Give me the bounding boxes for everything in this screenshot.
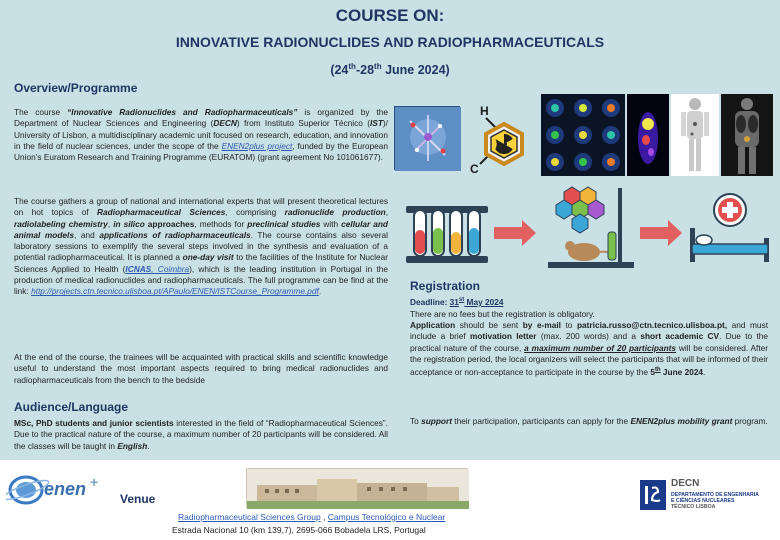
text-run: , funded by the European Union’s Euratom Research and Training Programme (EURATOM) (grant agreement No 101061677). [14,140,388,163]
text-run: a maximum number of 20 participants [524,342,677,353]
text-run: , comprising [225,207,285,218]
text-run: MSc, PhD students and junior scientists [14,418,174,428]
inline-link[interactable]: ICNAS [125,263,152,274]
dates-sup-2: th [374,62,382,71]
text-run: will be considered. After the registration period, the local organizers will select the participants that will be informed of their acceptance or non-acceptance to participate in the course by the [410,342,769,377]
text-run: support [421,416,452,426]
molecule-c-label: C [470,162,479,176]
superscript-text: th [654,367,661,374]
text-run: 31 [449,296,459,307]
superscript-text: st [458,297,465,303]
text-run: Radiopharmaceutical Sciences [97,207,226,218]
text-run: , [385,207,389,218]
text-run: and must include a brief [410,320,769,342]
registration-heading: Registration [410,279,481,293]
audience-paragraph [14,418,388,452]
text-run: is organized by the Department of Nuclear Sciences and Engineering ( [14,107,389,129]
text-run: preclinical studies [247,218,321,229]
text-run: ), which is the leading institution in Portugal in the production of medical radionuclides and radiopharmaceuticals. The full programme can be find at the link: [14,263,388,297]
pet-scan-slices-image [541,94,625,176]
enen-logo-text: enen [44,479,87,499]
arrow-right-icon-1 [494,218,538,248]
text-run: approaches [144,218,195,229]
test-tubes-icon [404,200,490,264]
text-run: June 2024 [660,366,704,377]
venue-separator: , [320,512,328,522]
hospital-bed-icon [686,192,772,266]
radioactive-benzene-icon [470,104,538,180]
decn-line-2: E CIÊNCIAS NUCLEARES [671,498,735,504]
text-run: May 2024 [464,296,504,307]
text-run: should be sent [455,320,523,330]
registration-fees: There are no fees but the registration is obligatory. [410,309,595,319]
arrow-right-icon-2 [640,218,684,248]
molecule-h-label: H [480,104,489,118]
decn-logo [671,478,775,518]
registration-deadline [410,295,768,308]
text-run: DECN [213,118,237,129]
text-run: ENEN2plus mobility grant [630,416,733,426]
venue-link-campus[interactable]: Campus Tecnológico e Nuclear [327,512,446,522]
overview-paragraph-3: At the end of the course, the trainees will be acquainted with practical skills and scientific knowledge useful to understand the most important aspects required to bring medical radionuclides and radiopharmaceuticals from the bench to the bedside [14,352,388,385]
enen-plus-mark: + [90,474,99,490]
text-run: , and [73,229,100,240]
course-dates [0,62,780,77]
audience-heading: Audience/Language [14,400,129,414]
text-run: to [560,320,577,330]
text-run: applications of radiopharmaceuticals [99,229,251,240]
overview-paragraph-2 [14,196,388,298]
decn-title: DECN [671,478,700,489]
text-run: . [703,366,706,377]
text-run: “Innovative Radionuclides and Radiopharmaceuticals” [67,107,298,117]
registration-application [410,320,768,378]
venue-link-rsg[interactable]: Radiopharmaceutical Sciences Group [178,512,321,522]
text-run: to the facilities of the Institute for Nuclear Sciences Applied to Health ( [14,252,389,274]
inline-link[interactable]: , Coimbra [151,263,190,274]
preclinical-mouse-icon [546,180,636,270]
text-run: IST [370,118,383,129]
text-run: short academic CV [640,331,720,342]
text-run: . [318,286,322,297]
text-run: (max. 200 words) and a [536,331,641,342]
decn-line-1: DEPARTAMENTO DE ENGENHARIA [671,492,759,498]
text-run: . [147,440,150,451]
text-run: . Due to the practical nature of the course, [410,331,768,353]
text-run: radiolabeling chemistry [14,218,108,229]
registration-support [410,416,768,427]
molecule-render-image [394,106,460,170]
text-run: interested in the field of “Radiopharmaceutical Sciences”. Due to the practical nature of the course, a maximum number of 20 participants will be considered. All the classes will be taught in [14,418,388,451]
text-run: radionuclide production [284,207,386,218]
bone-scan-image [671,94,719,176]
text-run: motivation letter [469,331,537,342]
text-run: . The course contains also several laboratory sessions to exemplify the several steps involved in the synthesis and evaluation of a potential radiopharmaceutical. It is planned a [14,229,388,263]
venue-address: Estrada Nacional 10 (km 139,7), 2695-066 Bobadela LRS, Portugal [172,525,426,535]
text-run: program. [732,416,768,426]
inline-link[interactable]: http://projects.ctn.tecnico.ulisboa.pt/APaulo/ENEN/ISTCourse_Programme.pdf [31,286,319,297]
venue-links [178,512,445,522]
text-run: To [410,416,422,426]
text-run: patricia.russo@ctn.tecnico.ulisboa.pt, [576,320,728,330]
ist-logo [640,480,666,510]
text-run: , [107,218,114,229]
text-run: their participation, participants can apply for the [451,416,631,426]
campus-building-image [246,468,468,508]
course-subtitle: INNOVATIVE RADIONUCLIDES AND RADIOPHARMACEUTICALS [175,34,605,50]
inline-link[interactable]: ENEN2plus project [221,140,293,151]
enen-logo [6,472,110,508]
text-run: , methods for [194,218,248,229]
text-run: ) from Instituto Superior Técnico ( [236,118,370,129]
text-run: with [320,218,342,229]
text-run: in silico [113,218,145,229]
text-run: one-day visit [182,252,234,263]
text-run: English [117,440,148,451]
decn-line-3: TÉCNICO LISBOA [671,504,716,510]
mouse-pet-image [627,94,669,176]
dates-start: (24 [330,63,349,78]
overview-heading: Overview/Programme [14,81,138,95]
text-run: Deadline: [410,296,450,307]
text-run: Application [410,320,456,330]
dates-end: June 2024) [381,63,450,78]
venue-label: Venue [120,492,156,506]
course-title: COURSE ON: [335,6,445,25]
text-run: The course gathers a group of national and international experts that will present theoretical lectures on hot topics of [14,196,388,218]
text-run: The course [14,107,68,117]
overview-paragraph-1 [14,107,388,163]
text-run: 5 [650,366,655,377]
dates-sup-1: th [348,62,356,71]
text-run: by e-mail [522,320,561,330]
dates-mid: -28 [355,63,375,78]
ct-scan-image [721,94,773,176]
text-run: )/ University of Lisbon, a multidisciplinary academic unit focused on research, education, and innovation in the field of nuclear sciences, under the scope of the [14,118,388,151]
text-run: cellular and animal models [14,218,388,240]
